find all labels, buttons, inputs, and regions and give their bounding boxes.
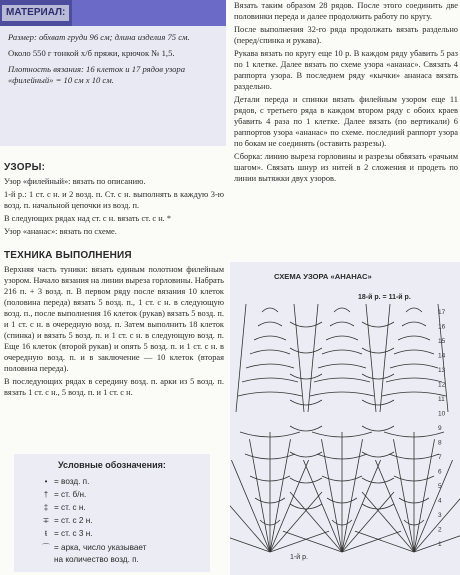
row-number: 8 (438, 439, 442, 447)
pineapple-arc (322, 350, 362, 354)
legend-item (38, 489, 86, 500)
row-number: 7 (438, 454, 442, 461)
legend-text: = возд. п. (54, 477, 90, 486)
legend-item (38, 476, 89, 487)
material-body (8, 32, 222, 91)
right-p2: После выполнения 32-го ряда продолжать вязать раздельно (перед/спинка и рукава). (234, 25, 458, 45)
stem-line (380, 304, 390, 412)
right-text (234, 0, 458, 186)
double-crochet-icon: ‡ (43, 503, 49, 512)
left-column (0, 0, 226, 575)
pineapple-arc (310, 392, 374, 396)
legend-item (38, 554, 139, 565)
pineapple-arc (330, 322, 354, 326)
row-number: 9 (438, 425, 442, 432)
row-number: 5 (438, 483, 442, 490)
legend-item (38, 502, 86, 513)
legend-text: = ст. с 3 н. (54, 529, 93, 538)
material-header-bar (0, 0, 226, 26)
legend-title: Условные обозначения: (58, 460, 166, 470)
right-p1: Вязать таким образом 28 рядов. После этого соединить две половинки переда и далее продолжить работу по кругу. (234, 1, 458, 21)
legend-text: = арка, число указывает (54, 543, 147, 552)
row-number: 11 (438, 396, 445, 403)
chain-stitch-icon: • (44, 477, 48, 486)
pineapple-arc (238, 392, 302, 396)
chain-arc (362, 426, 394, 431)
chain-arc (362, 452, 394, 457)
stem-line (308, 304, 318, 412)
pineapple-arc (242, 378, 298, 382)
chain-arc (290, 322, 322, 327)
row-number: 17 (438, 309, 446, 316)
material-header: МАТЕРИАЛ: (2, 5, 69, 21)
yarn-text: Около 550 г тонкой х/б пряжи, крючок № 1,5. (8, 48, 175, 58)
pineapple-chart-box (230, 262, 460, 575)
stem-line (294, 304, 304, 412)
pineapple-arc (386, 378, 442, 382)
fan-ray (414, 460, 453, 552)
legend-item (38, 515, 93, 526)
chain-arc (290, 504, 322, 509)
legend-text: = ст. с н. (54, 503, 86, 512)
pineapple-arc (406, 308, 422, 312)
next-rows-text: В следующих рядах над ст. с н. вязать ст. с н. * (4, 214, 172, 223)
double-treble-icon: ŧ (44, 529, 48, 538)
chain-arc (362, 374, 394, 379)
legend-text: на количество возд. п. (54, 555, 139, 564)
right-p5: Сборка: линию выреза горловины и разрезы обвязать «рачьим шагом». Связать шнур из нитей в 2 сложения и продеть по линии вытяжки двух узоров. (234, 152, 458, 183)
technique-p1: Верхняя часть туники: вязать единым полотном филейным узором. Начало вязания на линии выреза горловины. Набрать 216 п. + 3 возд. п. В первом ряду после вязания 10 клеток (половина переда) вязать 5 возд. п., 1 ст. с н. в следующую возд. п., после выполнения 16 клеток (рукав) вязать 5 возд. п. и 1 ст. с н. в очередную возд. п. Затем выполнить 18 клеток (спинка) и вязать 5 возд. п. и 1 ст. с н. в следующую возд. п. Еще 16 клеток (второй рукав) и опять 5 возд. п. и 1 ст. с н. в очередную возд. п. и в заключение — 10 клеток (вторая половина переда). (4, 265, 224, 373)
chain-arc (290, 348, 322, 353)
pineapple-arc (318, 364, 366, 368)
legend-box (14, 454, 210, 572)
pineapple-arc (262, 308, 278, 312)
legend-text: = ст. б/н. (54, 490, 87, 499)
fan-ray (414, 492, 460, 552)
size-text: Размер: обхват груди 96 см; длина изделия 75 см. (8, 32, 190, 42)
right-column (230, 0, 460, 575)
row-number: 4 (438, 497, 442, 505)
pineapple-arc (258, 322, 282, 326)
technique-p2: В последующих рядах в середину возд. п. арки из 5 возд. п. вязать 1 ст. с н., 5 возд. п. и 1 ст. с н. (4, 377, 224, 397)
pineapple-text: Узор «ананас»: вязать по схеме. (4, 227, 117, 236)
legend-item (38, 528, 93, 539)
pineapple-arc (382, 392, 446, 396)
chain-arc (290, 478, 322, 483)
fan-ray (230, 531, 270, 552)
material-box (0, 0, 226, 146)
header-stripe (72, 0, 226, 26)
row-number: 12 (438, 381, 446, 389)
row-number: 15 (438, 338, 446, 345)
legend-item (38, 542, 146, 553)
pineapple-arc (390, 364, 438, 368)
treble-crochet-icon: ∓ (42, 516, 50, 525)
fan-ray (230, 492, 270, 552)
row-number: 3 (438, 512, 442, 519)
chain-arc (290, 452, 322, 457)
row-number: 16 (438, 323, 446, 331)
chain-arc (362, 400, 394, 405)
pineapple-diagram (230, 262, 460, 575)
chain-arc (362, 322, 394, 327)
patterns-section (4, 162, 224, 239)
row-number: 1 (438, 541, 442, 548)
row-number: 13 (438, 367, 446, 374)
chain-arc (290, 374, 322, 379)
chain-arc (290, 400, 322, 405)
stem-line (236, 304, 246, 412)
technique-title: ТЕХНИКА ВЫПОЛНЕНИЯ (4, 250, 132, 261)
stem-line (366, 304, 376, 412)
pineapple-arc (402, 322, 426, 326)
arch-icon: ⌒ (42, 543, 50, 552)
row-1-label: 1-й р. (290, 554, 308, 561)
pineapple-arc (250, 350, 290, 354)
chart-top-label: 18-й р. = 11-й р. (358, 294, 411, 301)
pineapple-arc (398, 336, 430, 340)
chart-title: СХЕМА УЗОРА «АНАНАС» (274, 272, 372, 281)
row1-text: 1-й р.: 1 ст. с н. и 2 возд. п. Ст. с н. выполнять в каждую 3-ю возд. п. начальной цепочки из возд. п. (4, 190, 224, 210)
fan-ray (231, 460, 270, 552)
fan-ray (414, 531, 460, 552)
legend-text: = ст. с 2 н. (54, 516, 93, 525)
single-crochet-icon: † (43, 490, 49, 499)
row-number: 10 (438, 410, 446, 418)
density-text: Плотность вязания: 16 клеток и 17 рядов узора «филейный» = 10 см х 10 см. (8, 64, 186, 85)
right-p4: Детали переда и спинки вязать филейным узором еще 11 рядов, с третьего ряда в каждом втором ряду с обоих краев убавить 4 раза по 1 клетке. Далее вязать (по вертикали) 6 раппортов узора «ананас» по схеме. последний раппорт узора по бокам не соединять (оставить разрезы). (234, 95, 458, 148)
patterns-title: УЗОРЫ: (4, 162, 46, 173)
pineapple-arc (246, 364, 294, 368)
right-p3: Рукава вязать по кругу еще 10 р. В каждом ряду убавить 5 раз по 1 клетке. Далее вязать по схеме узора «ананас». Связать 4 раппорта узора. В последнем ряду «кычки» ананаса вязать раздельно. (234, 49, 458, 91)
pineapple-arc (394, 350, 434, 354)
fillet-text: Узор «филейный»: вязать по описанию. (4, 177, 146, 186)
pineapple-arc (326, 336, 358, 340)
chain-arc (362, 478, 394, 483)
pineapple-arc (334, 308, 350, 312)
chain-arc (362, 348, 394, 353)
row-number: 2 (438, 526, 442, 534)
chain-arc (290, 426, 322, 431)
chain-arc (362, 504, 394, 509)
row-number: 6 (438, 468, 442, 476)
pineapple-arc (314, 378, 370, 382)
pineapple-arc (254, 336, 286, 340)
row-number: 14 (438, 352, 446, 360)
technique-section (4, 250, 224, 400)
